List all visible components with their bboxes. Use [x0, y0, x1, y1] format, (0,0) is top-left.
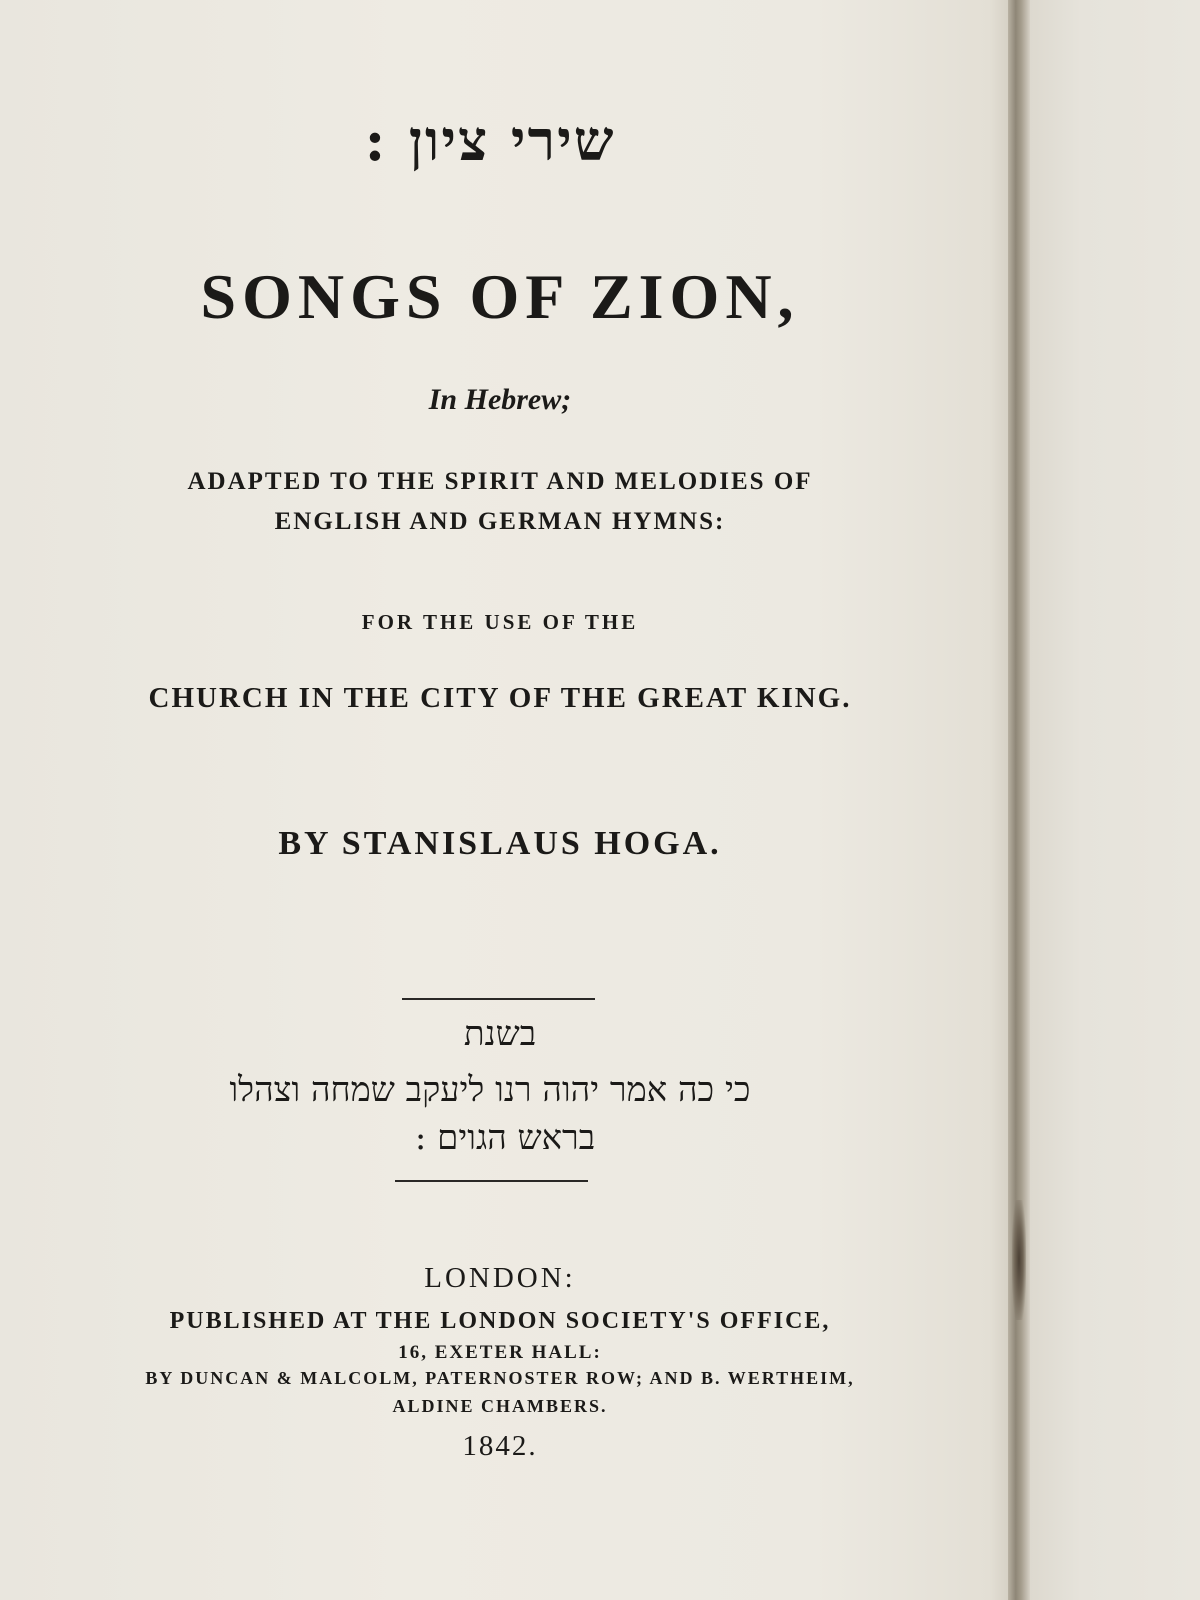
- imprint-year: 1842.: [462, 1430, 538, 1462]
- book-gutter: [1008, 0, 1030, 1600]
- description-line-2: ENGLISH AND GERMAN HYMNS:: [274, 508, 726, 535]
- imprint-publisher: PUBLISHED AT THE LONDON SOCIETY'S OFFICE,: [169, 1308, 831, 1334]
- imprint-sellers: BY DUNCAN & MALCOLM, PATERNOSTER ROW; AND B. WERTHEIM,: [145, 1368, 855, 1388]
- hebrew-title: שירי ציון :: [364, 108, 616, 174]
- imprint-address: 16, EXETER HALL:: [398, 1342, 602, 1363]
- imprint-city: LONDON:: [424, 1262, 576, 1294]
- purpose-line-2: CHURCH IN THE CITY OF THE GREAT KING.: [148, 682, 852, 714]
- imprint-sellers-address: ALDINE CHAMBERS.: [392, 1396, 608, 1416]
- purpose-line-1: FOR THE USE OF THE: [361, 610, 639, 634]
- hebrew-verse-line-3: בראש הגוים :: [414, 1118, 596, 1158]
- adjacent-leaf: [1030, 0, 1200, 1600]
- subtitle: In Hebrew;: [428, 383, 572, 416]
- author-line: BY STANISLAUS HOGA.: [278, 825, 722, 862]
- divider-rule-top: [402, 998, 595, 1000]
- description-line-1: ADAPTED TO THE SPIRIT AND MELODIES OF: [187, 468, 813, 495]
- divider-rule-bottom: [395, 1180, 588, 1182]
- main-title: SONGS OF ZION,: [200, 261, 800, 332]
- hebrew-verse-line-1: בשנת: [463, 1014, 537, 1054]
- hebrew-verse-line-2: כי כה אמר יהוה רנו ליעקב שמחה וצהלו: [229, 1070, 751, 1110]
- gutter-stain: [1012, 1200, 1026, 1320]
